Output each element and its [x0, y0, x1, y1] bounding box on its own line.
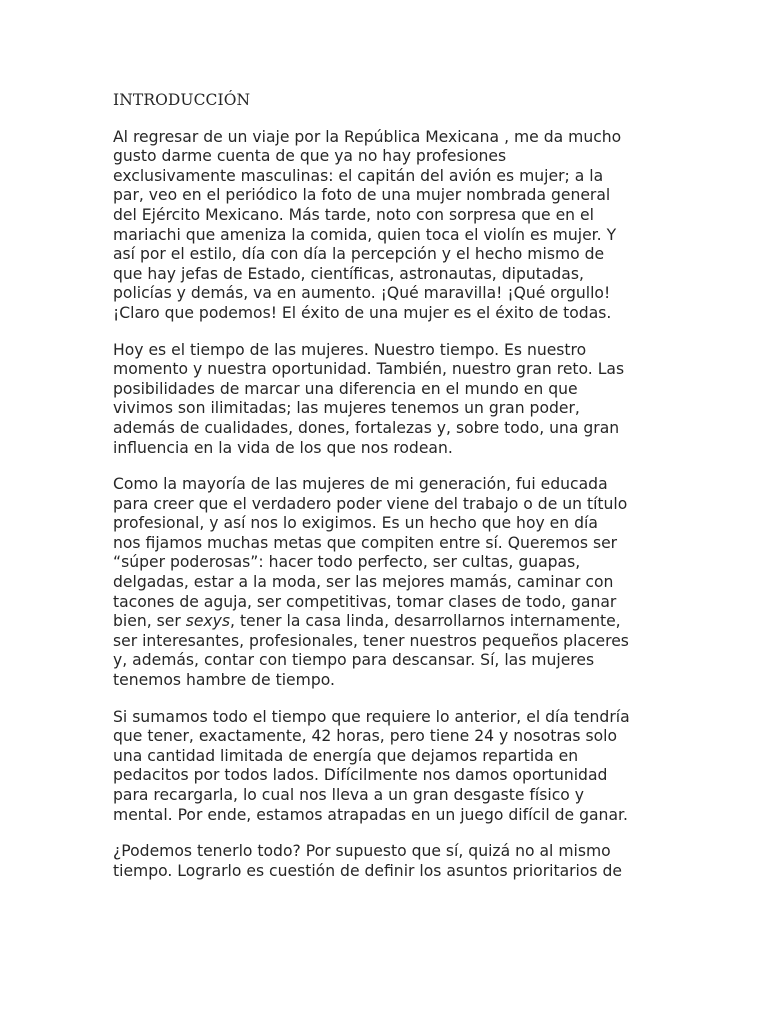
text-line: para recargarla, lo cual nos lleva a un gran desgaste físico y: [113, 786, 584, 804]
text-line: una cantidad limitada de energía que dejamos repartida en: [113, 746, 579, 765]
text-line: tiempo. Lograrlo es cuestión de definir los asuntos prioritarios de: [113, 861, 622, 880]
text-line: que hay jefas de Estado, científicas, astronautas, diputadas,: [113, 264, 584, 283]
text-line: Al regresar de un viaje por la República Mexicana , me da mucho: [113, 127, 622, 146]
text-line: para creer que el verdadero poder viene del trabajo o de un título: [113, 494, 628, 513]
text-run: bien, ser: [113, 612, 186, 631]
text-line: Si sumamos todo el tiempo que requiere lo anterior, el día tendría: [113, 707, 630, 726]
text-line: momento y nuestra oportunidad. También, nuestro gran reto. Las: [113, 360, 625, 379]
text-line: mental. Por ende, estamos atrapadas en un juego difícil de ganar.: [113, 805, 628, 824]
text-line: y, además, contar con tiempo para descansar. Sí, las mujeres: [113, 651, 595, 670]
text-line: mariachi que ameniza la comida, quien toca el violín es mujer. Y: [113, 225, 617, 244]
text-line: gusto darme cuenta de que ya no hay profesiones: [113, 147, 507, 166]
text-line: ¡Claro que podemos! El éxito de una mujer es el éxito de todas.: [113, 303, 612, 322]
text-line: vivimos son ilimitadas; las mujeres tenemos un gran poder,: [113, 399, 580, 418]
text-line: par, veo en el periódico la foto de una mujer nombrada general: [113, 186, 611, 205]
text-line: tacones de aguja, ser competitivas, tomar clases de todo, ganar: [113, 592, 617, 611]
italic-word: sexys: [185, 612, 231, 631]
text-line-with-italic: [113, 612, 653, 632]
text-line: policías y demás, va en aumento. ¡Qué maravilla! ¡Qué orgullo!: [113, 284, 611, 303]
paragraph-3: [113, 475, 653, 691]
text-line: ser interesantes, profesionales, tener nuestros pequeños placeres: [113, 631, 629, 650]
text-line: “súper poderosas”: hacer todo perfecto, ser cultas, guapas,: [113, 553, 581, 572]
text-line: además de cualidades, dones, fortalezas y, sobre todo, una gran: [113, 418, 620, 437]
paragraph-1: [113, 128, 653, 324]
paragraph-5: [113, 842, 653, 881]
text-line: nos fijamos muchas metas que compiten entre sí. Queremos ser: [113, 533, 618, 552]
text-line: del Ejército Mexicano. Más tarde, noto con sorpresa que en el: [113, 205, 594, 224]
text-line: Como la mayoría de las mujeres de mi generación, fui educada: [113, 475, 608, 494]
paragraph-4: [113, 708, 653, 826]
text-line: profesional, y así nos lo exigimos. Es un hecho que hoy en día: [113, 514, 598, 533]
text-line: Hoy es el tiempo de las mujeres. Nuestro tiempo. Es nuestro: [113, 340, 587, 359]
document-title: INTRODUCCIÓN: [113, 91, 251, 109]
text-line: así por el estilo, día con día la percepción y el hecho mismo de: [113, 245, 605, 264]
text-line: delgadas, estar a la moda, ser las mejores mamás, caminar con: [113, 573, 614, 592]
text-line: pedacitos por todos lados. Difícilmente nos damos oportunidad: [113, 766, 608, 785]
text-line: tenemos hambre de tiempo.: [113, 671, 335, 690]
text-line: que tener, exactamente, 42 horas, pero tiene 24 y nosotras solo: [113, 727, 618, 746]
paragraph-2: [113, 341, 653, 459]
text-line: exclusivamente masculinas: el capitán del avión es mujer; a la: [113, 166, 604, 185]
text-line: posibilidades de marcar una diferencia en el mundo en que: [113, 379, 578, 398]
text-line: influencia en la vida de los que nos rodean.: [113, 438, 453, 457]
document-page: [113, 91, 653, 898]
text-run: , tener la casa linda, desarrollarnos internamente,: [230, 612, 621, 631]
text-line: ¿Podemos tenerlo todo? Por supuesto que sí, quizá no al mismo: [113, 842, 611, 861]
